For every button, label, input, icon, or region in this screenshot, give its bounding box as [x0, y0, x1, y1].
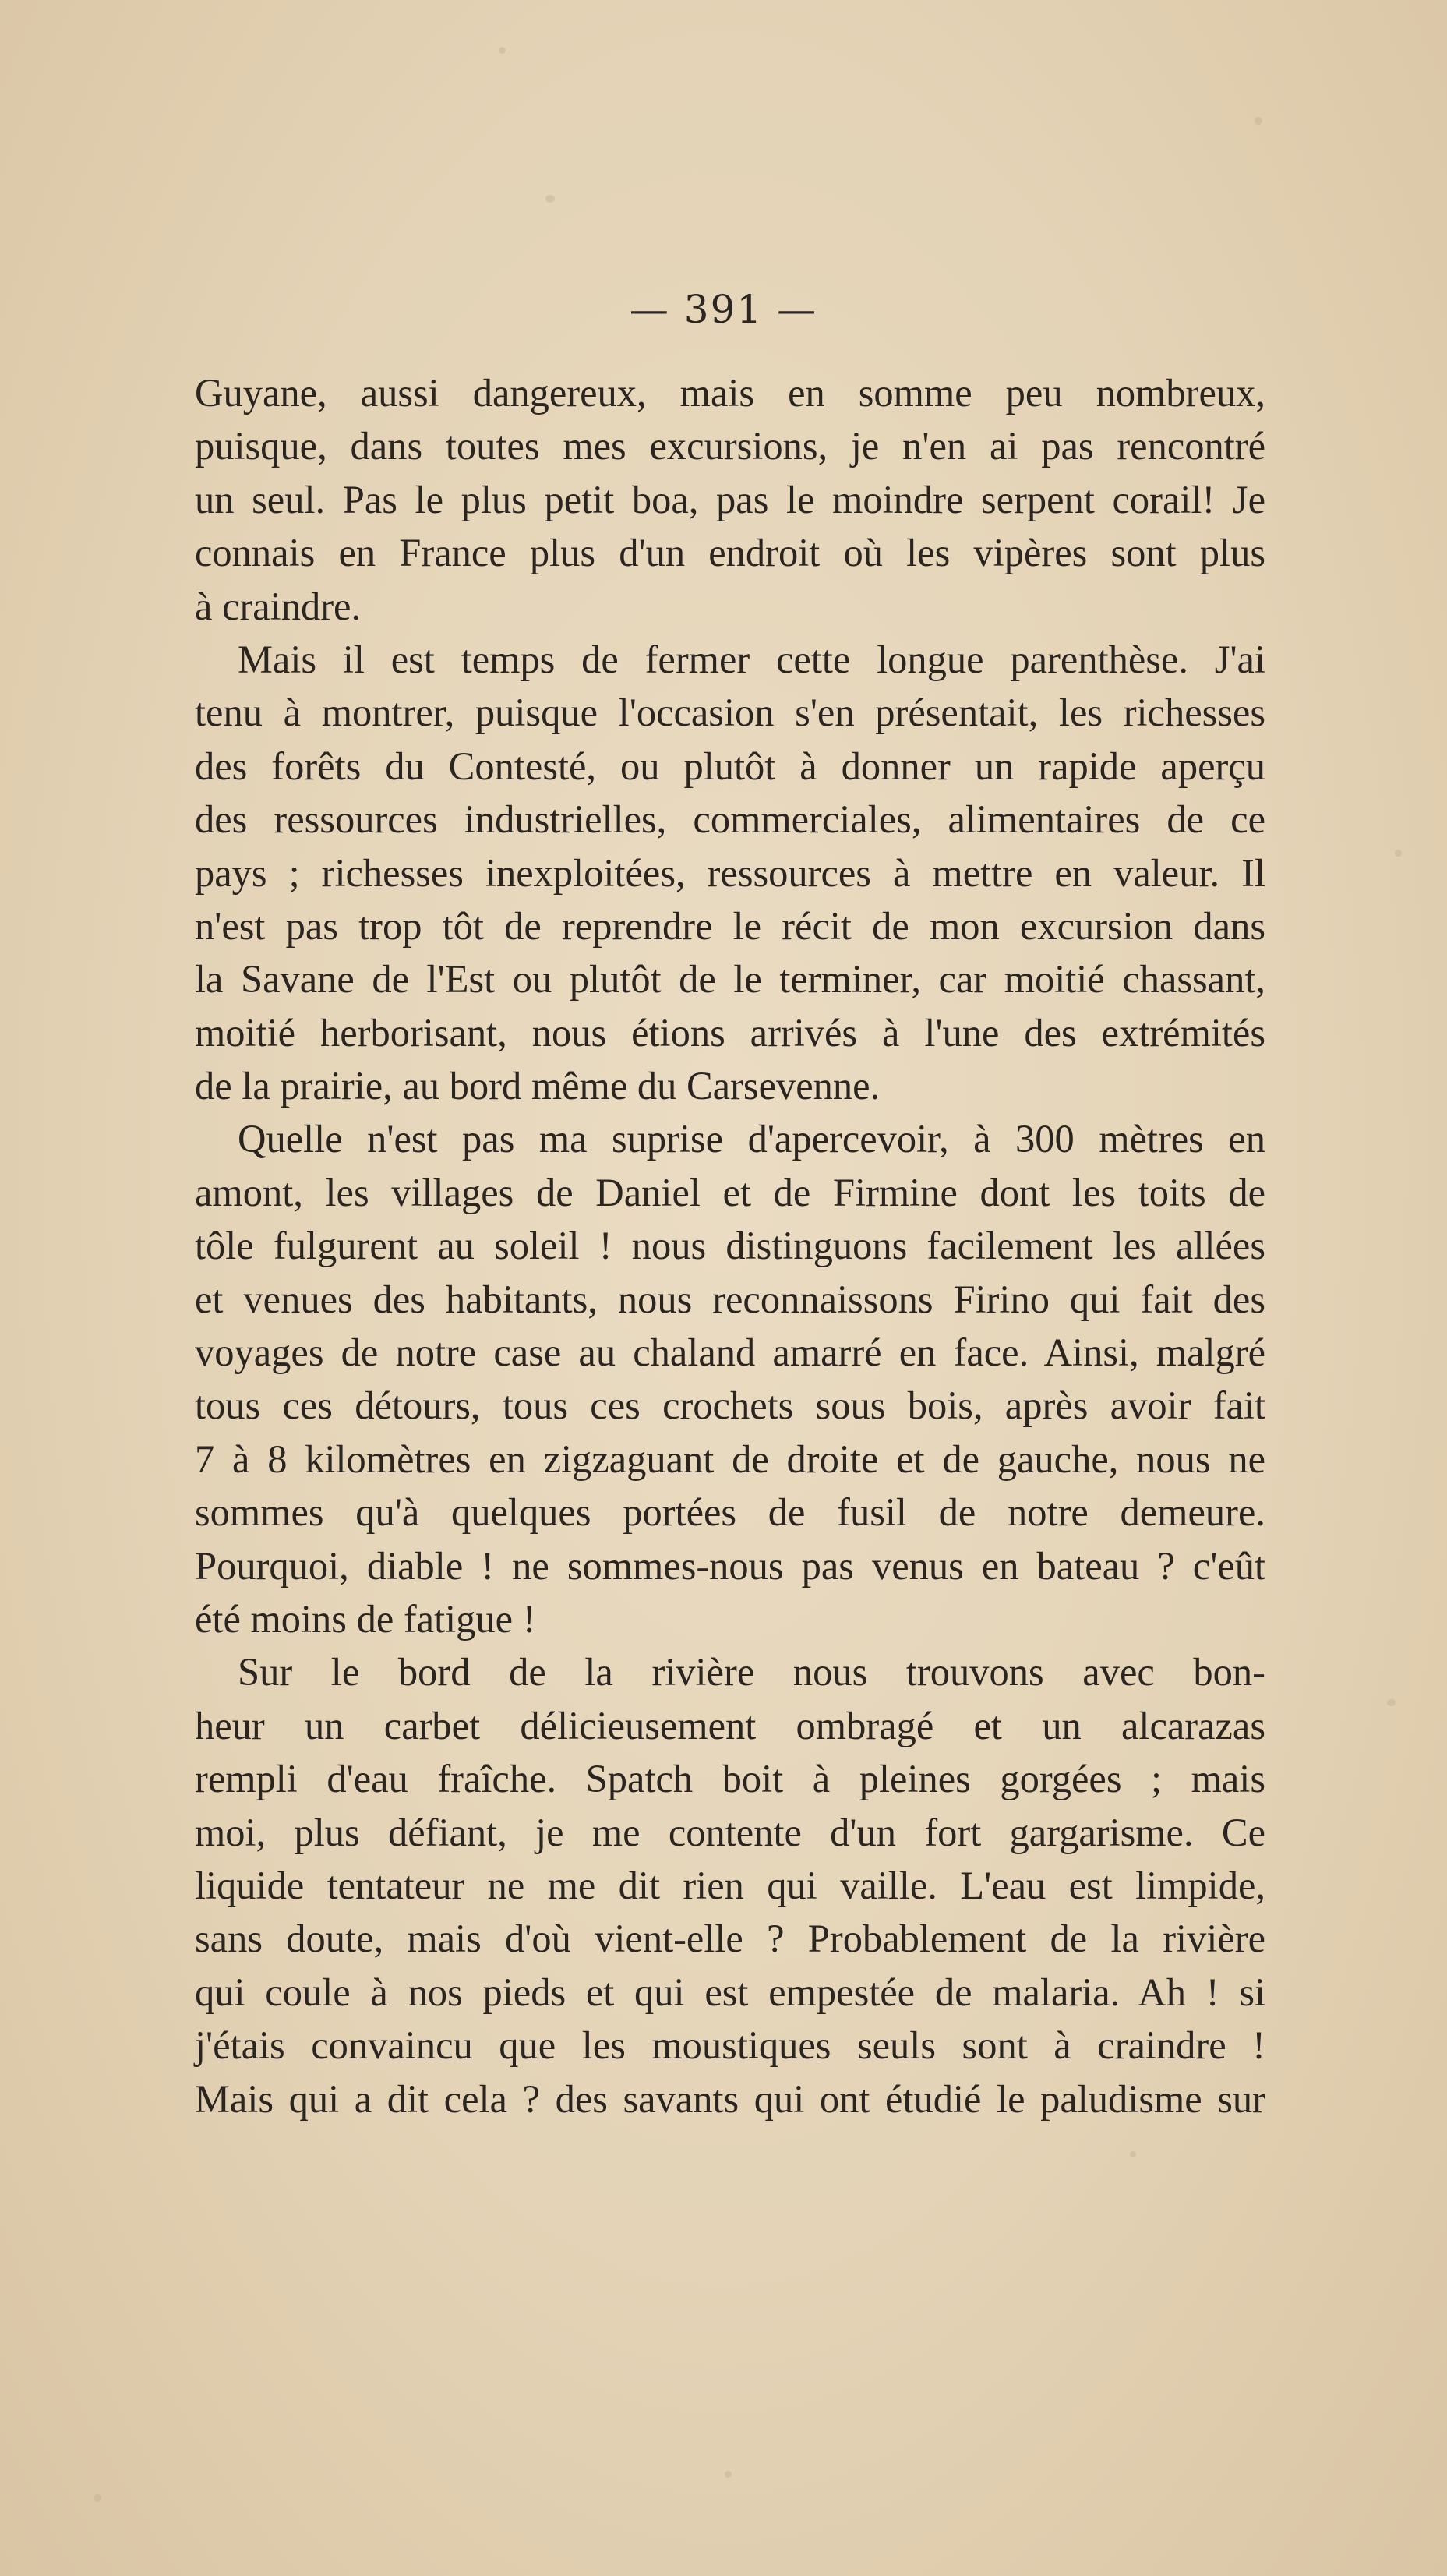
text-line: tous ces détours, tous ces crochets sous bois, après avoir fait — [195, 1383, 1265, 1428]
paper-speck — [725, 2471, 732, 2478]
text-line: Mais il est temps de fermer cette longue parenthèse. J'ai — [238, 637, 1265, 681]
paper-speck — [1395, 850, 1402, 857]
text-line: moitié herborisant, nous étions arrivés à l'une des extrémités — [195, 1010, 1265, 1055]
text-line: voyages de notre case au chaland amarré en face. Ainsi, malgré — [195, 1330, 1265, 1375]
body-text — [195, 366, 1265, 2125]
text-line: Mais qui a dit cela ? des savants qui ont étudié le paludisme sur — [195, 2076, 1265, 2121]
text-line: sans doute, mais d'où vient-elle ? Probablement de la rivière — [195, 1917, 1265, 1961]
text-line: connais en France plus d'un endroit où les vipères sont plus — [195, 531, 1265, 575]
text-line: j'étais convaincu que les moustiques seuls sont à craindre ! — [195, 2023, 1265, 2068]
text-line: amont, les villages de Daniel et de Firmine dont les toits de — [195, 1170, 1265, 1214]
paper-speck — [94, 2494, 101, 2502]
text-line: heur un carbet délicieusement ombragé et un alcarazas — [195, 1703, 1265, 1747]
paper-speck — [499, 47, 506, 54]
text-line: puisque, dans toutes mes excursions, je n'en ai pas rencontré — [195, 424, 1265, 468]
text-line: liquide tentateur ne me dit rien qui vaille. L'eau est limpide, — [195, 1863, 1265, 1907]
text-line: Quelle n'est pas ma suprise d'apercevoir, à 300 mètres en — [238, 1117, 1265, 1161]
text-line: été moins de fatigue ! — [195, 1596, 536, 1641]
text-line: des forêts du Contesté, ou plutôt à donner un rapide aperçu — [195, 744, 1265, 788]
text-line: et venues des habitants, nous reconnaissons Firino qui fait des — [195, 1277, 1265, 1321]
text-line: n'est pas trop tôt de reprendre le récit de mon excursion dans — [195, 903, 1265, 948]
text-line: des ressources industrielles, commerciales, alimentaires de ce — [195, 797, 1265, 842]
text-line: tenu à montrer, puisque l'occasion s'en présentait, les richesses — [195, 691, 1265, 735]
paper-speck — [545, 195, 555, 203]
text-line: Pourquoi, diable ! ne sommes-nous pas venus en bateau ? c'eût — [195, 1543, 1265, 1588]
paper-speck — [1255, 117, 1262, 125]
page-number: — 391 — — [629, 287, 818, 332]
text-line: rempli d'eau fraîche. Spatch boit à pleines gorgées ; mais — [195, 1757, 1265, 1801]
text-line: pays ; richesses inexploitées, ressources à mettre en valeur. Il — [195, 850, 1265, 895]
text-line: moi, plus défiant, je me contente d'un fort gargarisme. Ce — [195, 1810, 1265, 1854]
text-line: Guyane, aussi dangereux, mais en somme peu nombreux, — [195, 371, 1265, 415]
paper-speck — [1130, 2151, 1136, 2157]
text-line: la Savane de l'Est ou plutôt de le terminer, car moitié chassant, — [195, 957, 1265, 1002]
text-line: qui coule à nos pieds et qui est empestée de malaria. Ah ! si — [195, 1970, 1265, 2014]
text-line: 7 à 8 kilomètres en zigzaguant de droite et de gauche, nous ne — [195, 1436, 1265, 1481]
text-line: un seul. Pas le plus petit boa, pas le moindre serpent corail! Je — [195, 477, 1265, 521]
paper-speck — [1387, 1699, 1396, 1706]
text-line: tôle fulgurent au soleil ! nous distinguons facilement les allées — [195, 1224, 1265, 1268]
text-line: à craindre. — [195, 584, 362, 628]
text-line: de la prairie, au bord même du Carsevenne. — [195, 1064, 881, 1108]
text-line: Sur le bord de la rivière nous trouvons avec bon- — [238, 1650, 1265, 1694]
text-line: sommes qu'à quelques portées de fusil de notre demeure. — [195, 1490, 1265, 1535]
